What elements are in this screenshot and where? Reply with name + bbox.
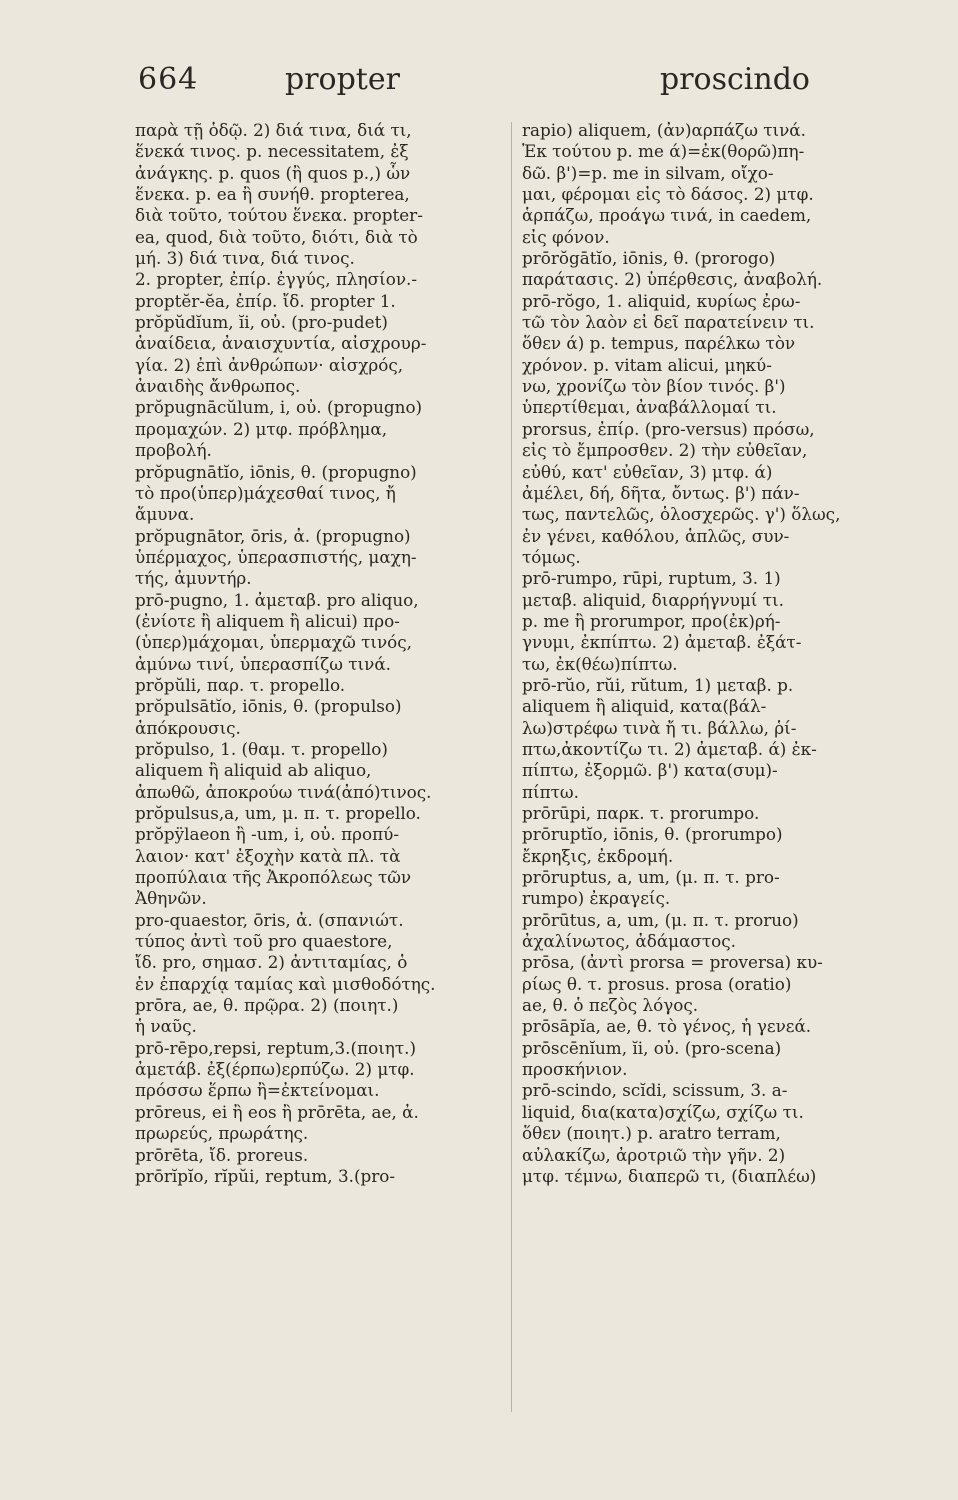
- right-column-line: prōruptĭo, iōnis, θ. (prorumpo): [522, 824, 783, 845]
- left-column-line: 2. propter, ἐπίρ. ἐγγύς, πλησίον.-: [135, 269, 418, 290]
- left-column-line: διὰ τοῦτο, τούτου ἕνεκα. propter-: [135, 205, 423, 226]
- left-column-line: τὸ προ(ὑπερ)μάχεσθαί τινος, ἤ: [135, 482, 396, 503]
- right-column-line: prōsāpĭa, ae, θ. τὸ γένος, ἡ γενεά.: [522, 1016, 812, 1037]
- left-column-line: aliquem ἢ aliquid ab aliquo,: [135, 760, 372, 781]
- right-column-line: prō-rumpo, rūpi, ruptum, 3. 1): [522, 568, 781, 589]
- right-column-line: ρίως θ. τ. prosus. prosa (oratio): [522, 973, 792, 994]
- left-column-line: prŏpugnācŭlum, i, οὐ. (propugno): [135, 397, 423, 418]
- left-column-line: παρὰ τῇ ὁδῷ. 2) διά τινα, διά τι,: [135, 120, 412, 140]
- left-headword: propter: [285, 62, 400, 97]
- right-column-line: liquid, δια(κατα)σχίζω, σχίζω τι.: [522, 1101, 804, 1122]
- page-number: 664: [138, 62, 199, 97]
- left-column-line: ἀμετάβ. ἐξ(έρπω)ερπύζω. 2) μτφ.: [135, 1059, 415, 1080]
- left-column-line: τύπος ἀντὶ τοῦ pro quaestore,: [135, 931, 393, 952]
- right-column-line: ὅθεν (ποιητ.) p. aratro terram,: [522, 1123, 781, 1144]
- column-divider: [511, 122, 512, 1412]
- left-column-line: prō-rēpo,repsi, reptum,3.(ποιητ.): [135, 1037, 416, 1058]
- left-column-line: prŏpŭdĭum, ĭi, οὐ. (pro-pudet): [135, 312, 388, 333]
- right-column-line: εἰς φόνον.: [522, 226, 610, 247]
- left-column-line: ἀπόκρουσις.: [135, 717, 241, 738]
- right-headword: proscindo: [660, 62, 810, 97]
- right-column-line: μεταβ. aliquid, διαρρήγνυμί τι.: [522, 589, 784, 610]
- left-column-line: ea, quod, διὰ τοῦτο, διότι, διὰ τὸ: [135, 226, 418, 247]
- right-column-line: prōrūpi, παρκ. τ. prorumpo.: [522, 803, 760, 823]
- right-column-line: ἔκρηξις, ἐκδρομή.: [522, 845, 674, 866]
- left-column-line: prŏpÿlaeon ἢ -um, i, οὐ. προπύ-: [135, 824, 399, 845]
- left-column-line: prōreus, ei ἢ eos ἢ prōrēta, ae, ἀ.: [135, 1101, 419, 1122]
- right-column-line: προσκήνιον.: [522, 1059, 628, 1080]
- right-column-line: πτω,ἀκοντίζω τι. 2) ἀμεταβ. ά) ἐκ-: [522, 738, 817, 759]
- left-column-line: ἐν ἐπαρχίᾳ ταμίας καὶ μισθοδότης.: [135, 973, 436, 994]
- right-column-line: prōrŏgātĭo, iōnis, θ. (prorogo): [522, 248, 776, 269]
- left-column-line: πρωρεύς, πρωράτης.: [135, 1123, 309, 1144]
- right-column-line: prōrūtus, a, um, (μ. π. τ. proruo): [522, 909, 799, 930]
- right-column-line: ὑπερτίθεμαι, ἀναβάλλομαί τι.: [522, 397, 777, 418]
- right-column-line: ἁρπάζω, προάγω τινά, in caedem,: [522, 205, 812, 226]
- left-column-line: prŏpulsātĭo, iōnis, θ. (propulso): [135, 696, 402, 717]
- left-column-line: (ἐνίοτε ἢ aliquem ἢ alicui) προ-: [135, 610, 400, 631]
- page-header: [0, 62, 958, 110]
- left-column-line: proptĕr-ĕa, ἐπίρ. ἴδ. propter 1.: [135, 290, 396, 311]
- right-column-line: aliquem ἢ aliquid, κατα(βάλ-: [522, 696, 767, 717]
- right-column-line: prō-scindo, scĭdi, scissum, 3. a-: [522, 1080, 788, 1101]
- left-column-line: (ὑπερ)μάχομαι, ὑπερμαχῶ τινός,: [135, 632, 412, 653]
- right-column-line: ἀχαλίνωτος, ἀδάμαστος.: [522, 931, 736, 952]
- left-column-line: προπύλαια τῆς Ἀκροπόλεως τῶν: [135, 867, 412, 888]
- left-column-line: ἀμύνω τινί, ὑπερασπίζω τινά.: [135, 653, 392, 674]
- left-column-line: prŏpugnātĭo, iōnis, θ. (propugno): [135, 461, 417, 482]
- left-column-line: prŏpugnātor, ōris, ἀ. (propugno): [135, 525, 411, 546]
- left-column-line: προβολή.: [135, 440, 212, 461]
- right-column-line: τως, παντελῶς, ὁλοσχερῶς. γ') ὅλως,: [522, 504, 841, 525]
- right-column-line: δῶ. β')=p. me in silvam, οἴχο-: [522, 162, 774, 183]
- right-column-line: Ἐκ τούτου p. me ά)=ἐκ(θορῶ)πη-: [522, 141, 805, 162]
- left-column-line: ἀναίδεια, ἀναισχυντία, αἰσχρουρ-: [135, 333, 427, 354]
- right-column: [522, 120, 900, 1187]
- right-column-line: τω, ἐκ(θέω)πίπτω.: [522, 653, 678, 674]
- left-column-line: pro-quaestor, ōris, ἀ. (σπανιώτ.: [135, 909, 404, 930]
- left-column-line: prōrēta, ἴδ. proreus.: [135, 1144, 309, 1165]
- left-column-line: prŏpulsus,a, um, μ. π. τ. propello.: [135, 803, 421, 823]
- right-column-line: rapio) aliquem, (ἀν)αρπάζω τινά.: [522, 120, 806, 140]
- left-column-line: προμαχών. 2) μτφ. πρόβλημα,: [135, 418, 388, 439]
- left-column-line: μή. 3) διά τινα, διά τινος.: [135, 248, 355, 269]
- left-column-line: Ἀθηνῶν.: [135, 888, 207, 909]
- right-column-line: πίπτω, ἐξορμῶ. β') κατα(συμ)-: [522, 760, 778, 781]
- right-column-line: τόμως.: [522, 546, 581, 567]
- left-column-line: ἀνάγκης. p. quos (ἢ quos p.,) ὧν: [135, 162, 411, 183]
- right-column-line: ἀμέλει, δή, δῆτα, ὄντως. β') πάν-: [522, 482, 800, 503]
- left-column-line: prōrĭpĭo, rĭpŭi, reptum, 3.(pro-: [135, 1165, 396, 1186]
- left-column-line: ἕνεκα. p. ea ἢ συνήθ. propterea,: [135, 184, 410, 205]
- right-column-line: prōscēnĭum, ĭi, οὐ. (pro-scena): [522, 1037, 782, 1058]
- right-column-line: prōruptus, a, um, (μ. π. τ. pro-: [522, 867, 780, 888]
- left-column-line: prŏpulso, 1. (θαμ. τ. propello): [135, 738, 388, 759]
- right-column-line: πίπτω.: [522, 781, 579, 802]
- right-column-line: αὐλακίζω, ἀροτριῶ τὴν γῆν. 2): [522, 1144, 786, 1165]
- right-column-line: ὅθεν ά) p. tempus, παρέλκω τὸν: [522, 333, 796, 354]
- left-column-line: ἕνεκά τινος. p. necessitatem, ἐξ: [135, 141, 409, 162]
- left-column-line: πρόσσω ἕρπω ἢ=ἐκτείνομαι.: [135, 1080, 380, 1101]
- right-column-line: p. me ἢ prorumpor, προ(ἐκ)ρή-: [522, 610, 781, 631]
- right-column-line: μτφ. τέμνω, διαπερῶ τι, (διαπλέω): [522, 1165, 817, 1186]
- left-column-line: prō-pugno, 1. ἀμεταβ. pro aliquo,: [135, 589, 419, 610]
- right-column-line: prorsus, ἐπίρ. (pro-versus) πρόσω,: [522, 418, 815, 439]
- left-column-line: γία. 2) ἐπὶ ἀνθρώπων· αἰσχρός,: [135, 354, 404, 375]
- left-column-line: ἡ ναῦς.: [135, 1016, 197, 1037]
- right-column-line: prō-rŏgo, 1. aliquid, κυρίως ἐρω-: [522, 290, 801, 311]
- right-column-line: ἐν γένει, καθόλου, ἁπλῶς, συν-: [522, 525, 790, 546]
- left-column-line: prŏpŭli, παρ. τ. propello.: [135, 674, 346, 695]
- left-column-line: ὑπέρμαχος, ὑπερασπιστής, μαχη-: [135, 546, 417, 567]
- right-column-line: γνυμι, ἐκπίπτω. 2) ἀμεταβ. ἐξάτ-: [522, 632, 802, 653]
- left-column-line: ἄμυνα.: [135, 504, 195, 525]
- right-column-line: prōsa, (ἀντὶ prorsa = proversa) κυ-: [522, 952, 823, 973]
- right-column-line: παράτασις. 2) ὑπέρθεσις, ἀναβολή.: [522, 269, 823, 290]
- right-column-line: τῶ τὸν λαὸν εἰ δεῖ παρατείνειν τι.: [522, 312, 815, 333]
- right-column-line: rumpo) ἐκραγείς.: [522, 888, 671, 909]
- right-column-line: εὐθύ, κατ' εὐθεῖαν, 3) μτφ. ά): [522, 461, 773, 482]
- left-column: [135, 120, 505, 1187]
- right-column-line: prō-rŭo, rŭi, rŭtum, 1) μεταβ. p.: [522, 674, 794, 695]
- left-column-line: ἀπωθῶ, ἀποκρούω τινά(ἀπό)τινος.: [135, 781, 432, 802]
- right-column-line: νω, χρονίζω τὸν βίον τινός. β'): [522, 376, 786, 397]
- left-column-line: ἴδ. pro, σημασ. 2) ἀντιταμίας, ὁ: [135, 952, 408, 973]
- left-column-line: ἀναιδὴς ἄνθρωπος.: [135, 376, 301, 397]
- right-column-line: μαι, φέρομαι εἰς τὸ δάσος. 2) μτφ.: [522, 184, 814, 205]
- right-column-line: εἰς τὸ ἔμπροσθεν. 2) τὴν εὐθεῖαν,: [522, 440, 808, 461]
- right-column-line: χρόνον. p. vitam alicui, μηκύ-: [522, 354, 772, 375]
- left-column-line: λαιον· κατ' ἐξοχὴν κατὰ πλ. τὰ: [135, 845, 401, 866]
- left-column-line: τής, ἀμυντήρ.: [135, 568, 252, 589]
- right-column-line: λω)στρέφω τινὰ ἤ τι. βάλλω, ῥί-: [522, 717, 797, 738]
- right-column-line: ae, θ. ὁ πεζὸς λόγος.: [522, 995, 699, 1016]
- left-column-line: prōra, ae, θ. πρῷρα. 2) (ποιητ.): [135, 995, 399, 1016]
